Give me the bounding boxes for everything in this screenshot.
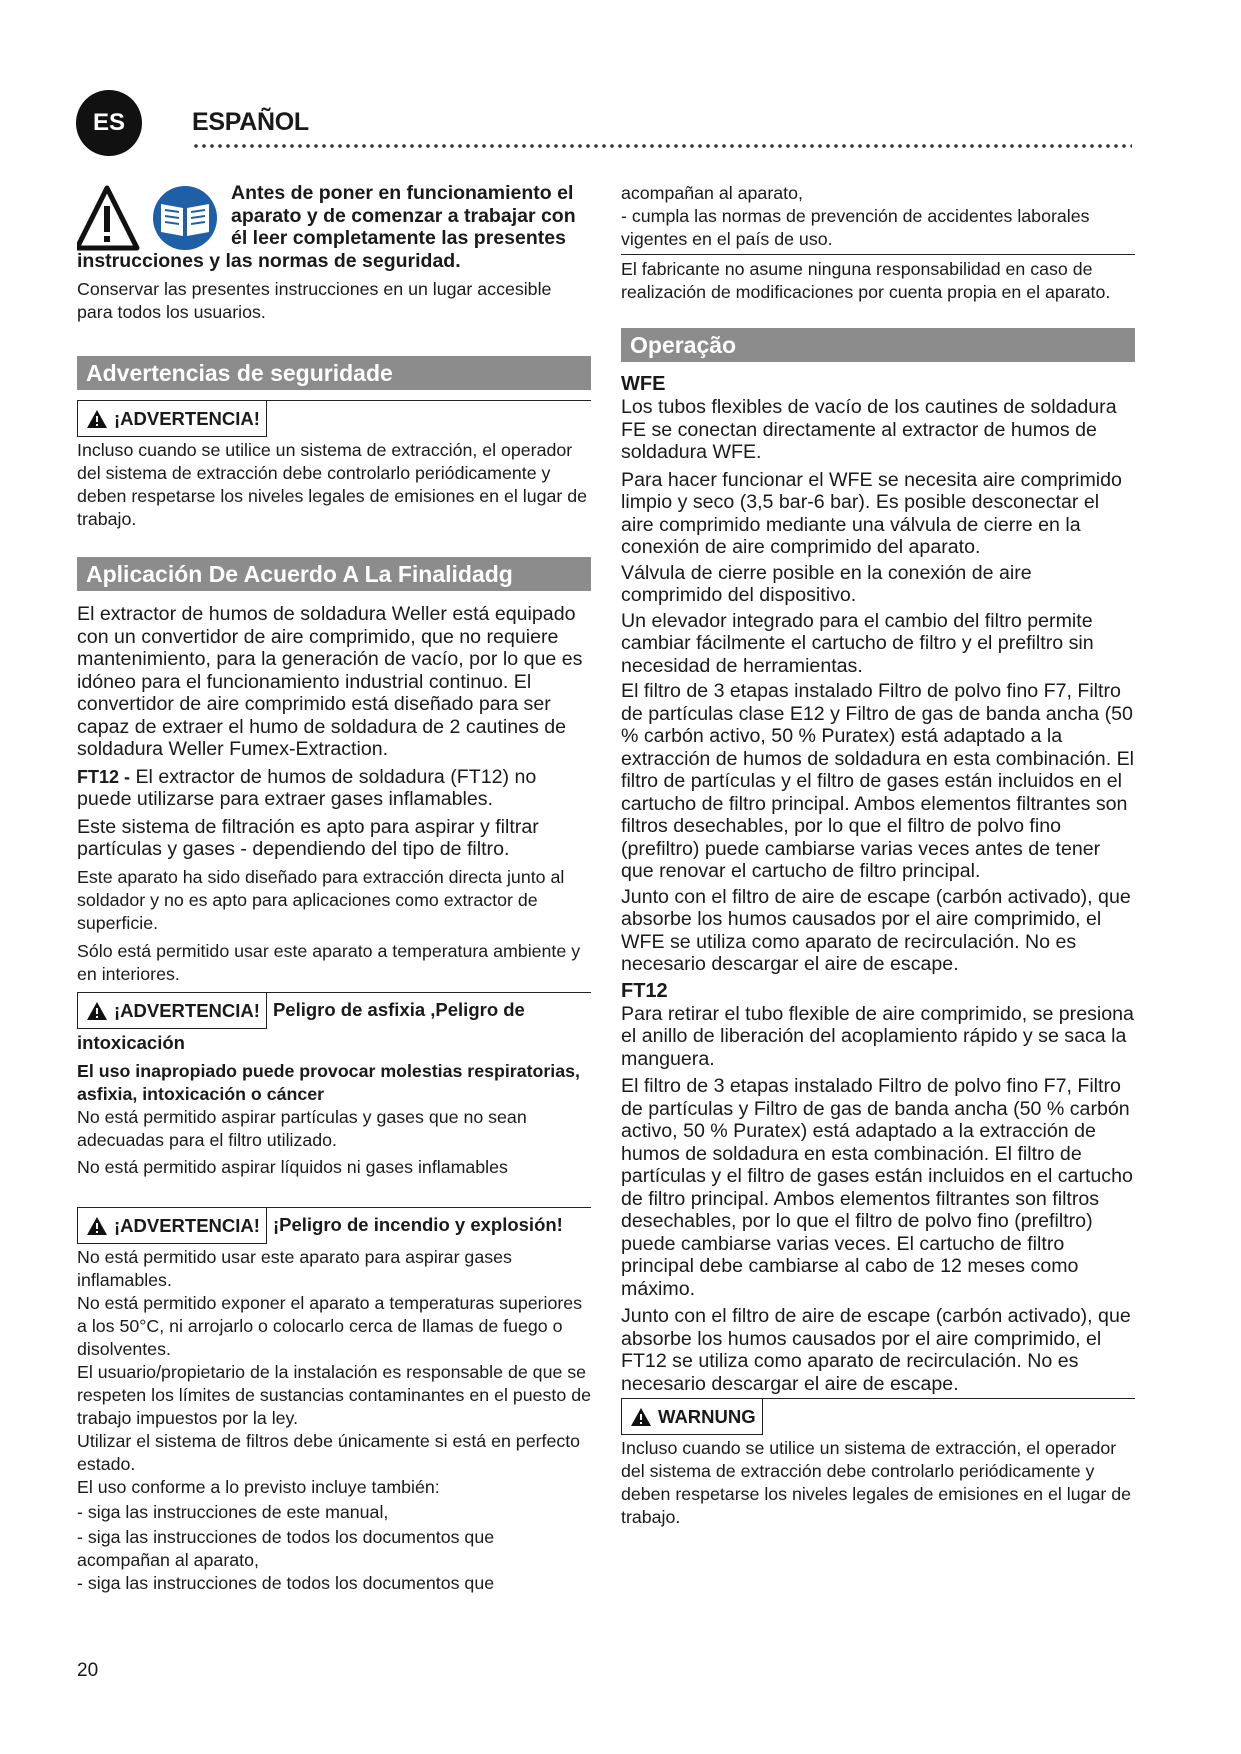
warning-label [621,1399,763,1435]
page-title: ESPAÑOL [192,108,309,136]
paragraph: Un elevador integrado para el cambio del filtro permite cambiar fácilmente el cartucho de filtro y el prefiltro sin necesidad de herramientas. [621,609,1094,677]
paragraph: Los tubos flexibles de vacío de los cautines de soldadura FE se conectan directamente al extractor de humos de soldadura WFE. [621,396,1117,463]
paragraph: El filtro de 3 etapas instalado Filtro de polvo fino F7, Filtro de partículas clase E12 y Filtro de gas de banda ancha (50 % carbón activo, 50 % Puratex) está adaptado a la extracción de humos de soldadura en esta combinación. El filtro de partículas y el filtro de gases están incluidos en el cartucho de filtro principal. Ambos elementos filtrantes son filtros desechables, por lo que el filtro de polvo fino (prefiltro) puede cambiarse varias veces antes de tener que renovar el cartucho de filtro principal. [621,680,1135,882]
warning-text: No está permitido aspirar partículas y gases que no sean adecuadas para el filtro utilizado. [77,1106,527,1150]
warning-title: Peligro de asfixia ,Peligro de [272,998,525,1020]
paragraph: El extractor de humos de soldadura Weller está equipado con un convertidor de aire comprimido, que no requiere mantenimiento, para la generación de vacío, por lo que es idóneo para el funcionamiento industrial continuo. El convertidor de aire comprimido está diseñado para ser capaz de extraer el humo de soldadura de 2 cautines de soldadura Weller Fumex-Extraction. [77,603,583,760]
warning-block-1 [77,400,591,437]
list-item: acompañan al aparato, [621,183,803,203]
warning-triangle-icon [86,1001,108,1021]
warning-triangle-icon [86,409,108,429]
warning-title: ¡Peligro de incendio y explosión! [272,1213,563,1235]
paragraph: Junto con el filtro de aire de escape (carbón activado), que absorbe los humos causados por el aire comprimido, el FT12 se utiliza como aparato de recirculación. No es necesario descargar el aire de escape. [621,1305,1131,1395]
intro-block [77,182,591,324]
warning-text: Incluso cuando se utilice un sistema de extracción, el operador del sistema de extracción debe controlarlo periódicamente y deben respetarse los niveles legales de emisiones en el lugar de trabajo. [77,440,588,529]
dotted-divider [192,142,1132,150]
warning-label [77,1208,267,1244]
right-column [621,182,1135,1529]
warning-text: No está permitido exponer el aparato a temperaturas superiores a los 50°C, ni arrojarlo o colocarlo cerca de llamas de fuego o disolventes. [77,1292,583,1359]
left-column [77,182,591,1595]
warning-text: El usuario/propietario de la instalación es responsable de que se respeten los límites de sustancias contaminantes en el puesto de trabajo impuestos por la ley. [77,1361,591,1428]
list-item: - siga las instrucciones de todos los documentos que acompañan al aparato, [77,1526,495,1570]
paragraph: El filtro de 3 etapas instalado Filtro de polvo fino F7, Filtro de partículas y Filtro de gas de banda ancha (50 % carbón activo, 50 % Puratex) está adaptado a la extracción de humos de soldadura en esta combinación. El filtro de partículas y el filtro de gases están incluidos en el cartucho de filtro principal. Ambos elementos filtrantes son filtros desechables, por lo que el filtro de polvo fino (prefiltro) puede cambiarse varias veces. El cartucho de filtro principal debe cambiarse al cabo de 12 meses como máximo. [621,1075,1133,1300]
list-item: - cumpla las normas de prevención de accidentes laborales vigentes en el país de uso. [621,206,1090,249]
warning-text: Utilizar el sistema de filtros debe únicamente si está en perfecto estado. [77,1430,581,1474]
warning-text: No está permitido aspirar líquidos ni gases inflamables [77,1156,508,1177]
ft12-text: El extractor de humos de soldadura (FT12) no puede utilizarse para extraer gases inflamables. [77,765,537,810]
warning-label [77,401,267,437]
section-intended-use: Aplicación De Acuerdo A La Finalidadg [77,557,591,591]
paragraph: Válvula de cierre posible en la conexión de aire comprimido del dispositivo. [621,561,1032,606]
paragraph: Para retirar el tubo flexible de aire comprimido, se presiona el anillo de liberación del acoplamiento rápido y se saca la manguera. [621,1002,1134,1070]
list-item: - siga las instrucciones de este manual, [77,1501,389,1522]
divider [621,254,1135,255]
intro-lead-line: instrucciones y las normas de seguridad. [77,249,461,272]
wfe-heading: WFE [621,373,666,395]
paragraph: Junto con el filtro de aire de escape (carbón activado), que absorbe los humos causados por el aire comprimido, el WFE se utiliza como aparato de recirculación. No es necesario descargar el aire de escape. [621,885,1131,975]
warning-block-2 [77,992,591,1029]
warning-text: No está permitido usar este aparato para aspirar gases inflamables. [77,1246,512,1290]
warning-block-4 [621,1398,1135,1435]
warning-label [77,993,267,1029]
section-operation: Operação [621,328,1135,362]
ft12-label: FT12 - [77,766,131,787]
warning-label-text: ¡ADVERTENCIA! [114,408,260,429]
section-safety-warnings: Advertencias de seguridade [77,356,591,390]
intro-lead-line: Antes de poner en funcionamiento el [231,182,574,204]
warning-text: Incluso cuando se utilice un sistema de extracción, el operador del sistema de extracción debe controlarlo periódicamente y deben respetarse los niveles legales de emisiones en el lugar de trabajo. [621,1438,1132,1527]
paragraph: Este aparato ha sido diseñado para extracción directa junto al soldador y no es apto para aplicaciones como extractor de superficie. [77,866,565,933]
warning-triangle-icon [77,188,137,248]
liability-text: El fabricante no asume ninguna responsabilidad en caso de realización de modificaciones por cuenta propia en el aparato. [621,259,1111,302]
ft12-paragraph [77,766,591,811]
warning-label-text: WARNUNG [658,1406,756,1427]
language-code: ES [92,109,125,136]
warning-label-text: ¡ADVERTENCIA! [114,999,260,1021]
warning-triangle-icon [630,1407,652,1427]
warning-title-cont: intoxicación [77,1031,185,1053]
intro-lead-line: aparato y de comenzar a trabajar con [231,204,576,227]
warning-bold-text: El uso inapropiado puede provocar molestias respiratorias, asfixia, intoxicación o cáncer [77,1060,580,1104]
intro-lead-line: él leer completamente las presentes [231,227,566,249]
warning-text: El uso conforme a lo previsto incluye también: [77,1476,440,1497]
ft12-heading: FT12 [621,979,668,1002]
warning-block-3 [77,1207,591,1244]
page-number: 20 [77,1660,99,1681]
paragraph: Este sistema de filtración es apto para aspirar y filtrar partículas y gases - dependiendo del tipo de filtro. [77,815,539,860]
paragraph: Para hacer funcionar el WFE se necesita aire comprimido limpio y seco (3,5 bar-6 bar). Es posible desconectar el aire comprimido mediante una válvula de cierre en la conexión de aire comprimido del aparato. [621,468,1122,558]
warning-label-text: ¡ADVERTENCIA! [114,1214,260,1236]
intro-keep-text: Conservar las presentes instrucciones en un lugar accesible para todos los usuarios. [77,279,552,322]
paragraph: Sólo está permitido usar este aparato a temperatura ambiente y en interiores. [77,940,581,984]
warning-and-manual-icons [77,184,227,254]
language-badge [76,90,142,156]
read-manual-icon [153,186,217,250]
warning-triangle-icon [86,1216,108,1236]
list-item: - siga las instrucciones de todos los documentos que [77,1572,495,1593]
